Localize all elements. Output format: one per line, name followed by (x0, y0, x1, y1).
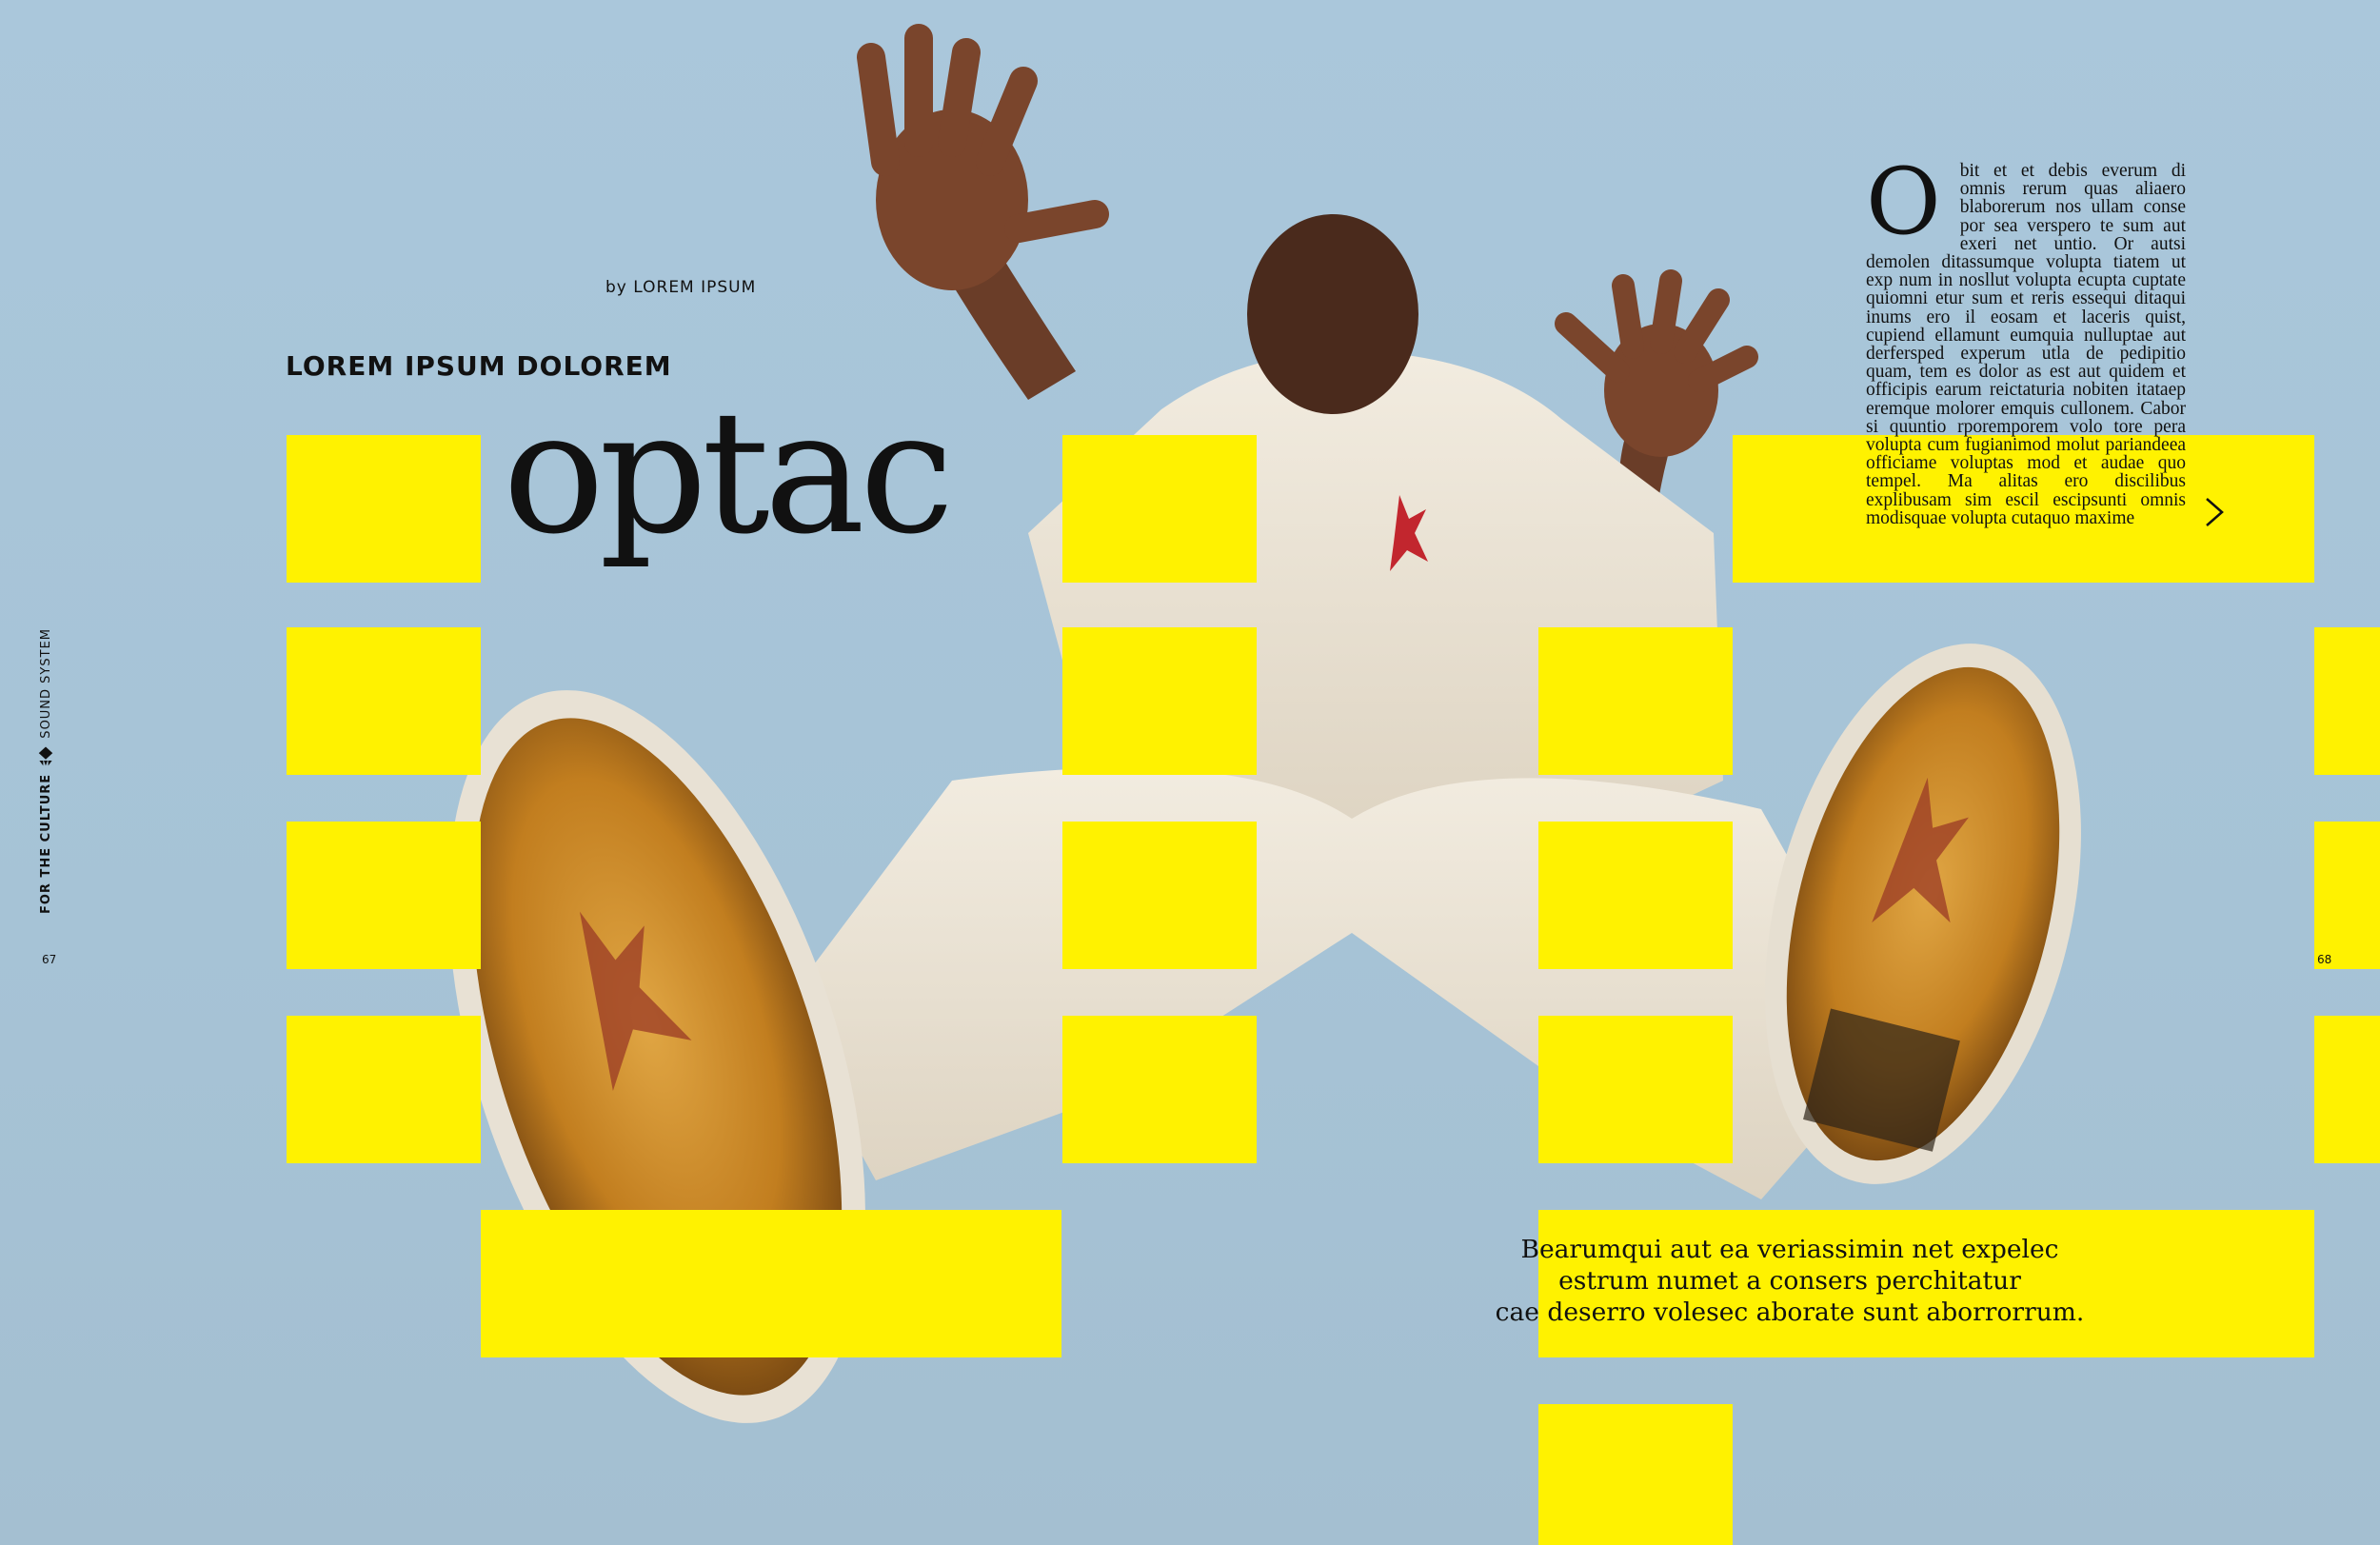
drop-cap: O (1866, 149, 1941, 255)
yellow-block (2314, 1016, 2380, 1163)
yellow-block (1538, 1404, 1733, 1545)
yellow-block (2314, 627, 2380, 775)
body-text (1866, 149, 2186, 528)
yellow-block (1538, 627, 1733, 775)
brand-mark-icon (37, 742, 53, 770)
yellow-block (1062, 1016, 1257, 1163)
spine-label (27, 628, 65, 914)
yellow-block (287, 627, 481, 775)
yellow-block (1538, 1016, 1733, 1163)
byline: by LOREM IPSUM (605, 278, 757, 297)
spine-series: SOUND SYSTEM (38, 628, 53, 739)
pull-quote-line: estrum numet a consers perchitatur (1558, 1266, 2021, 1296)
yellow-block (1062, 822, 1257, 969)
yellow-block (1062, 435, 1257, 583)
body-paragraph: bit et et debis everum di omnis rerum quas aliaero blaborerum nos ullam conse por sea verspero te sum aut exeri net untio. Or autsi demolen ditassumque volupta tiatem ut exp num in nosllut volupta ecupta cuptate quiomni etur sum et reris essequi ditaqui inums ero il eosam et laceris quist, cupiend ellamunt eumquia nulluptae aut derfersped experum utla de pedipitio quam, tem es dolor as est aut quidem et officipis earum reictaturia nobiten itataep eremque molorer emquis cullonem. Cabor si quuntio rporemporem volo tore pera volupta cum fugianimod molut pariandeea officiame voluptas mod et audae quo tempel. Ma alitas ero discilibus explibusam sim escil escipsunti omnis modisquae volupta cutaquo maxime (1866, 161, 2186, 528)
yellow-block (481, 1210, 1061, 1357)
yellow-block (1538, 822, 1733, 969)
yellow-block (287, 435, 481, 583)
headline: optac (503, 374, 949, 571)
yellow-block (287, 822, 481, 969)
spine-section: FOR THE CULTURE (38, 773, 53, 914)
page-number-left: 67 (42, 953, 57, 966)
chevron-right-icon[interactable] (2199, 493, 2228, 531)
pull-quote-line: Bearumqui aut ea veriassimin net expelec (1520, 1235, 2059, 1264)
pull-quote-line: cae deserro volesec aborate sunt aborrorrum. (1495, 1297, 2085, 1327)
page-number-right: 68 (2317, 953, 2332, 966)
pull-quote (1247, 1234, 2332, 1328)
yellow-block (1062, 627, 1257, 775)
yellow-block (2314, 822, 2380, 969)
kicker: LOREM IPSUM DOLOREM (286, 350, 672, 382)
yellow-block (287, 1016, 481, 1163)
